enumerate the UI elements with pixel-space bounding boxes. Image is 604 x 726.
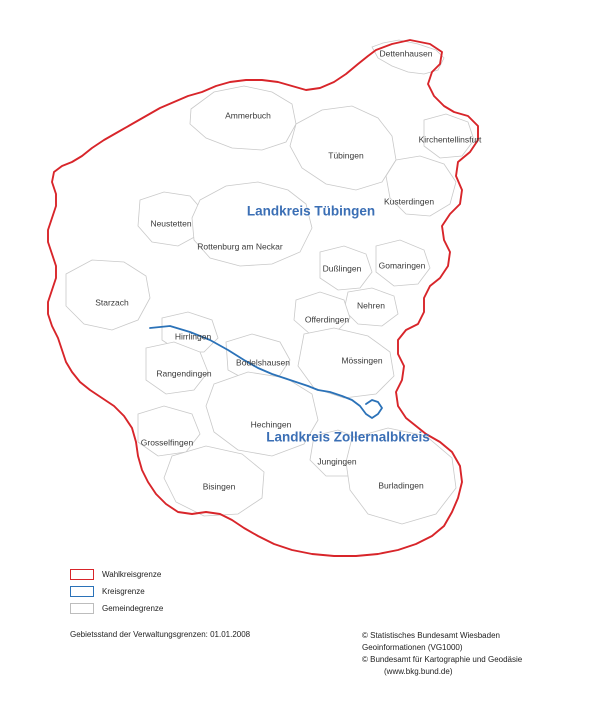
municipality-label: Bodelshausen <box>236 357 290 368</box>
municipality-label: Burladingen <box>378 480 424 491</box>
credit-line-4: (www.bkg.bund.de) <box>384 667 453 676</box>
municipality-label: Nehren <box>357 300 385 311</box>
municipality-label: Ammerbuch <box>225 110 271 121</box>
municipality-label: Mössingen <box>341 355 383 366</box>
municipality-label: Dettenhausen <box>379 48 433 59</box>
municipality-label: Starzach <box>95 297 129 308</box>
legend-item-gemeindegrenze <box>70 600 390 617</box>
municipality-label: Neustetten <box>150 218 192 229</box>
legend-label-wahlkreisgrenze: Wahlkreisgrenze <box>102 570 162 579</box>
municipality-label: Tübingen <box>328 150 364 161</box>
legend-label-gemeindegrenze: Gemeindegrenze <box>102 604 164 613</box>
municipality-label: Kirchentellinsfurt <box>418 134 482 145</box>
map-legend <box>70 566 390 617</box>
legend-item-kreisgrenze <box>70 583 390 600</box>
municipality-label: Hechingen <box>250 419 292 430</box>
municipality-label: Grosselfingen <box>140 437 194 448</box>
municipality-label: Rangendingen <box>156 368 212 379</box>
municipality-label: Hirrlingen <box>174 331 212 342</box>
municipality-label: Kusterdingen <box>383 196 435 207</box>
district-title-title_landkreis_tuebingen: Landkreis Tübingen <box>246 203 376 219</box>
legend-label-kreisgrenze: Kreisgrenze <box>102 587 145 596</box>
municipality-label: Rottenburg am Neckar <box>197 241 283 252</box>
map-credits <box>362 630 522 678</box>
municipality-label: Jungingen <box>317 456 357 467</box>
municipality-label: Bisingen <box>202 481 236 492</box>
municipality-label: Offerdingen <box>304 314 350 325</box>
municipality-label: Dußlingen <box>322 263 362 274</box>
credit-line-2: Geoinformationen (VG1000) <box>362 643 463 652</box>
legend-swatch-kreisgrenze <box>70 586 94 597</box>
district-title-title_landkreis_zollernalbkreis: Landkreis Zollernalbkreis <box>266 429 430 445</box>
legend-item-wahlkreisgrenze <box>70 566 390 583</box>
credit-line-1: © Statistisches Bundesamt Wiesbaden <box>362 631 500 640</box>
municipality-label: Gomaringen <box>378 260 426 271</box>
gebietsstand-note: Gebietsstand der Verwaltungsgrenzen: 01.01.2008 <box>70 630 251 639</box>
credit-line-3: © Bundesamt für Kartographie und Geodäsie <box>362 655 523 664</box>
legend-swatch-gemeindegrenze <box>70 603 94 614</box>
legend-swatch-wahlkreisgrenze <box>70 569 94 580</box>
